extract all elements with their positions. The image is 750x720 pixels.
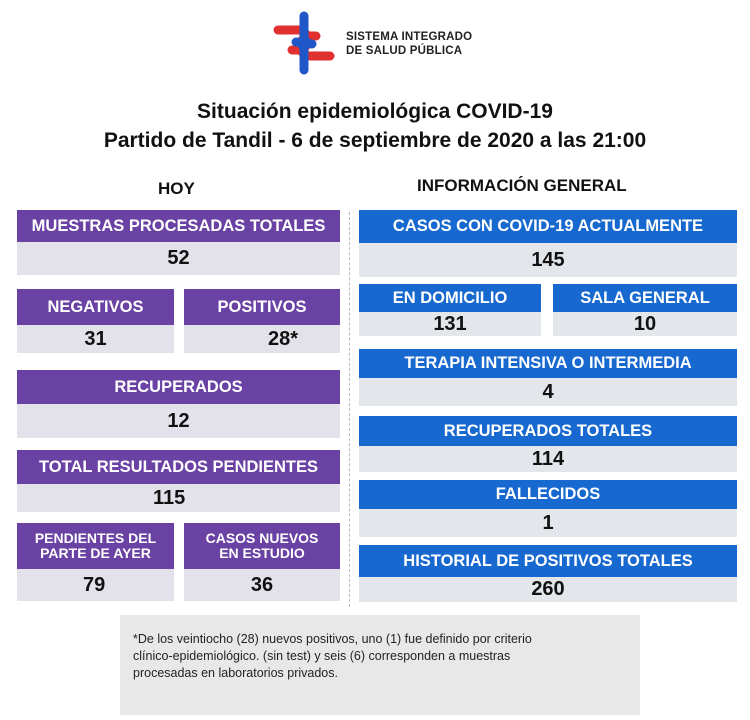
recuperados-totales-value: 114 [359,446,737,472]
muestras-value: 52 [17,242,340,275]
casos-nuevos-value: 36 [184,569,340,601]
sala-general-label: SALA GENERAL [553,284,737,312]
hoy-heading: HOY [158,179,195,198]
casos-actuales-card [359,210,737,277]
sala-general-card [553,284,737,336]
footnote-line1: *De los veintiocho (28) nuevos positivos, uno (1) fue definido por criterio [133,632,532,646]
recuperados-label: RECUPERADOS [17,370,340,404]
pendientes-ayer-label-line1: PENDIENTES DEL [34,529,157,546]
historial-label: HISTORIAL DE POSITIVOS TOTALES [359,545,737,577]
domicilio-card [359,284,541,336]
logo-text-line2: DE SALUD PÚBLICA [346,45,463,57]
terapia-label: TERAPIA INTENSIVA O INTERMEDIA [359,349,737,378]
pendientes-ayer-label [17,523,174,569]
terapia-card [359,349,737,406]
report-title: Situación epidemiológica COVID-19 [197,100,553,123]
pendientes-ayer-value: 79 [17,569,174,601]
positivos-value: 28* [184,325,340,353]
casos-nuevos-label-line2: EN ESTUDIO [219,545,305,561]
fallecidos-label: FALLECIDOS [359,480,737,509]
logo-text-line1: SISTEMA INTEGRADO [346,31,473,43]
footnote-line2: clínico-epidemiológico. (sin test) y seis (6) corresponden a muestras [133,649,511,663]
pendientes-ayer-card [17,523,174,601]
positivos-card [184,289,340,353]
historial-card [359,545,737,602]
negativos-card [17,289,174,353]
muestras-label: MUESTRAS PROCESADAS TOTALES [17,210,340,242]
negativos-value: 31 [17,325,174,353]
footnote-line3: procesadas en laboratorios privados. [133,666,338,680]
general-heading: INFORMACIÓN GENERAL [417,176,627,195]
casos-actuales-label: CASOS CON COVID-19 ACTUALMENTE [359,210,737,243]
sala-general-value: 10 [553,312,737,336]
casos-nuevos-label [184,523,340,569]
casos-actuales-value: 145 [359,243,737,277]
pendientes-ayer-label-line2: PARTE DE AYER [40,545,151,561]
logo-text [346,30,472,58]
muestras-card [17,210,340,275]
casos-nuevos-card [184,523,340,601]
footnote [120,615,640,715]
fallecidos-card [359,480,737,537]
column-divider [349,212,350,607]
pendientes-total-card [17,450,340,512]
recuperados-totales-card [359,416,737,472]
recuperados-card [17,370,340,438]
pendientes-total-value: 115 [17,484,340,512]
sisp-logo-icon [268,10,340,76]
recuperados-totales-label: RECUPERADOS TOTALES [359,416,737,446]
domicilio-value: 131 [359,312,541,336]
pendientes-total-label: TOTAL RESULTADOS PENDIENTES [17,450,340,484]
recuperados-value: 12 [17,404,340,438]
positivos-label: POSITIVOS [184,289,340,325]
report-subtitle: Partido de Tandil - 6 de septiembre de 2020 a las 21:00 [103,129,647,152]
terapia-value: 4 [359,378,737,406]
casos-nuevos-label-line1: CASOS NUEVOS [205,529,319,546]
negativos-label: NEGATIVOS [17,289,174,325]
domicilio-label: EN DOMICILIO [359,284,541,312]
fallecidos-value: 1 [359,509,737,537]
historial-value: 260 [359,577,737,602]
